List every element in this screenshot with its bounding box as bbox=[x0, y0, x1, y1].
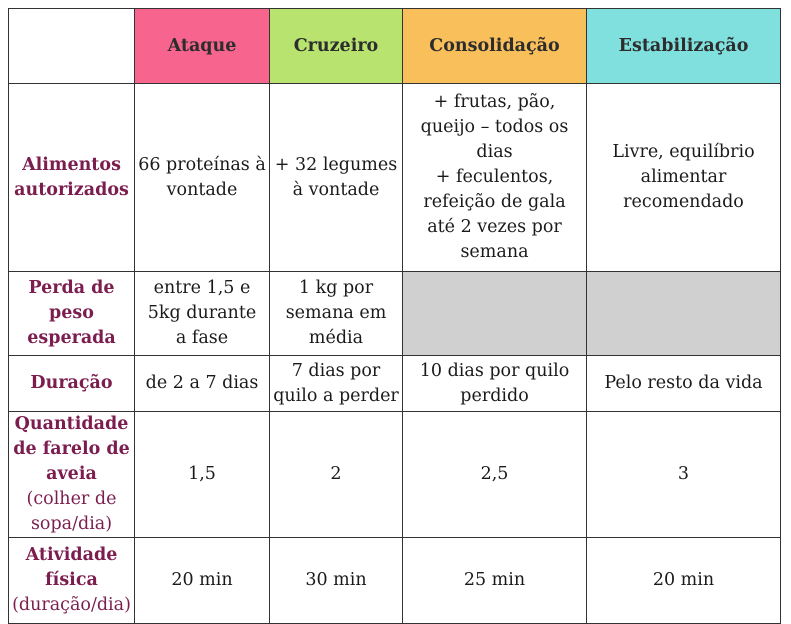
header-row bbox=[9, 9, 781, 84]
phase-header-ataque: Ataque bbox=[135, 9, 270, 84]
table-row bbox=[9, 356, 781, 412]
diet-phases-table bbox=[8, 8, 781, 624]
line: alimentar bbox=[640, 167, 727, 187]
line: queijo – todos os bbox=[420, 117, 569, 137]
cell-perda-ataque: entre 1,5 e 5kg durante a fase bbox=[135, 272, 270, 356]
line: semana bbox=[460, 242, 529, 262]
cell-atividade-cruzeiro: 30 min bbox=[270, 538, 403, 624]
line: até 2 vezes por bbox=[427, 217, 562, 237]
line: + frutas, pão, bbox=[433, 92, 556, 112]
row-label-unit: (colher de sopa/dia) bbox=[26, 489, 117, 534]
row-label-bold: Quantidade de farelo de aveia bbox=[13, 414, 130, 484]
cell-atividade-estabilizacao: 20 min bbox=[587, 538, 781, 624]
cell-atividade-ataque: 20 min bbox=[135, 538, 270, 624]
corner-cell bbox=[9, 9, 135, 84]
row-label-farelo bbox=[9, 412, 135, 538]
line: + feculentos, bbox=[435, 167, 554, 187]
cell-farelo-consolidacao: 2,5 bbox=[403, 412, 587, 538]
phase-header-cruzeiro: Cruzeiro bbox=[270, 9, 403, 84]
cell-atividade-consolidacao: 25 min bbox=[403, 538, 587, 624]
cell-duracao-cruzeiro: 7 dias por quilo a perder bbox=[270, 356, 403, 412]
cell-duracao-estabilizacao: Pelo resto da vida bbox=[587, 356, 781, 412]
cell-perda-consolidacao bbox=[403, 272, 587, 356]
row-label-perda: Perda de peso esperada bbox=[9, 272, 135, 356]
table-row bbox=[9, 412, 781, 538]
cell-duracao-consolidacao: 10 dias por quilo perdido bbox=[403, 356, 587, 412]
cell-alimentos-consolidacao bbox=[403, 84, 587, 272]
cell-farelo-cruzeiro: 2 bbox=[270, 412, 403, 538]
cell-duracao-ataque: de 2 a 7 dias bbox=[135, 356, 270, 412]
line: Livre, equilíbrio bbox=[612, 142, 755, 162]
cell-perda-estabilizacao bbox=[587, 272, 781, 356]
table-row bbox=[9, 272, 781, 356]
row-label-alimentos: Alimentos autorizados bbox=[9, 84, 135, 272]
cell-alimentos-ataque: 66 proteínas à vontade bbox=[135, 84, 270, 272]
cell-farelo-ataque: 1,5 bbox=[135, 412, 270, 538]
row-label-unit: (duração/dia) bbox=[12, 595, 131, 615]
phase-header-consolidacao: Consolidação bbox=[403, 9, 587, 84]
cell-alimentos-cruzeiro: + 32 legumes à vontade bbox=[270, 84, 403, 272]
table-row bbox=[9, 84, 781, 272]
cell-perda-cruzeiro: 1 kg por semana em média bbox=[270, 272, 403, 356]
line: refeição de gala bbox=[423, 192, 566, 212]
cell-farelo-estabilizacao: 3 bbox=[587, 412, 781, 538]
row-label-duracao: Duração bbox=[9, 356, 135, 412]
row-label-bold: Atividade física bbox=[25, 545, 118, 590]
line: dias bbox=[476, 142, 513, 162]
cell-alimentos-estabilizacao bbox=[587, 84, 781, 272]
phase-header-estabilizacao: Estabilização bbox=[587, 9, 781, 84]
line: recomendado bbox=[623, 192, 744, 212]
